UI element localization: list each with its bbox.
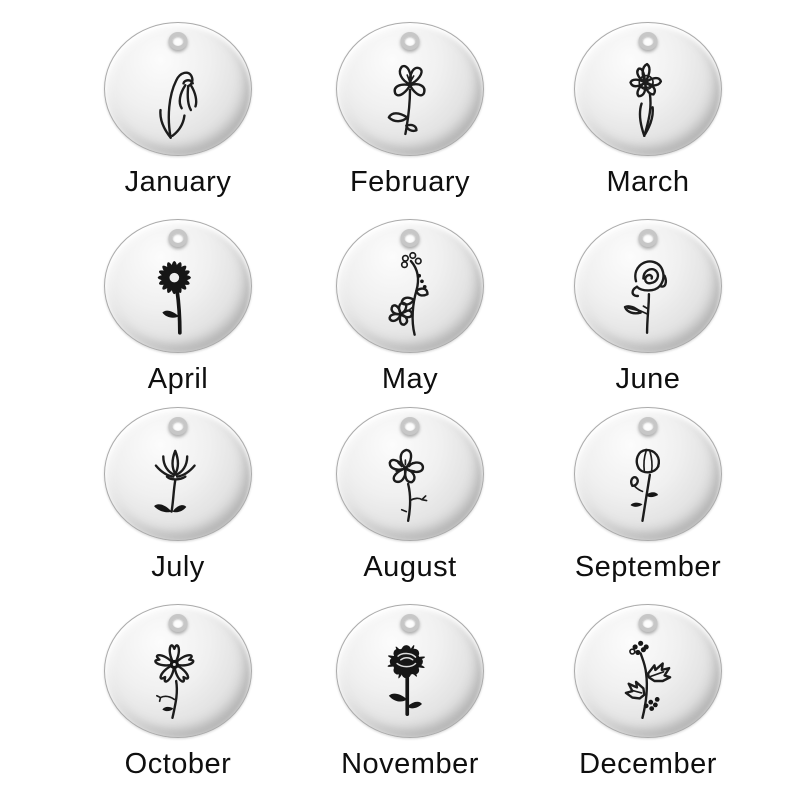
charm-october (62, 604, 294, 781)
charm-disc (104, 407, 252, 541)
month-label: September (574, 551, 722, 583)
charm-disc (104, 22, 252, 156)
charm-hole (639, 229, 658, 247)
hawthorn-flower-icon (364, 250, 456, 342)
chrysanthemum-flower-icon (364, 635, 456, 727)
charm-march (532, 22, 764, 199)
charm-hole (401, 417, 420, 435)
charm-disc (336, 219, 484, 353)
charm-disc (574, 604, 722, 738)
cosmos-flower-icon (132, 635, 224, 727)
charm-disc (574, 407, 722, 541)
charm-disc (336, 22, 484, 156)
month-label: January (124, 166, 232, 198)
charm-disc (336, 604, 484, 738)
charm-hole (639, 614, 658, 632)
charm-may (294, 219, 526, 396)
charm-september (532, 407, 764, 584)
month-label: March (606, 166, 690, 198)
charm-hole (169, 32, 188, 50)
charm-disc (104, 219, 252, 353)
month-label: August (363, 551, 457, 583)
charm-disc (104, 604, 252, 738)
charm-december (532, 604, 764, 781)
charm-august (294, 407, 526, 584)
charm-hole (169, 417, 188, 435)
charm-hole (639, 32, 658, 50)
rose-flower-icon (602, 250, 694, 342)
charm-hole (401, 229, 420, 247)
morning-glory-flower-icon (602, 438, 694, 530)
charm-july (62, 407, 294, 584)
month-label: July (151, 551, 205, 583)
month-label: October (124, 748, 232, 780)
waterlily-flower-icon (132, 438, 224, 530)
month-label: November (341, 748, 479, 780)
daffodil-flower-icon (602, 53, 694, 145)
charm-hole (169, 614, 188, 632)
charm-january (62, 22, 294, 199)
month-label: December (579, 748, 717, 780)
holly-flower-icon (602, 635, 694, 727)
charm-february (294, 22, 526, 199)
month-label: February (349, 166, 471, 198)
charm-april (62, 219, 294, 396)
charm-november (294, 604, 526, 781)
charm-hole (401, 614, 420, 632)
violet-flower-icon (364, 53, 456, 145)
month-label: May (381, 363, 439, 395)
snowdrop-flower-icon (132, 53, 224, 145)
poppy-flower-icon (364, 438, 456, 530)
charm-hole (639, 417, 658, 435)
charm-june (532, 219, 764, 396)
charm-hole (169, 229, 188, 247)
month-label: June (615, 363, 681, 395)
month-label: April (147, 363, 209, 395)
charm-hole (401, 32, 420, 50)
charm-disc (574, 219, 722, 353)
charm-disc (336, 407, 484, 541)
charm-disc (574, 22, 722, 156)
daisy-flower-icon (132, 250, 224, 342)
